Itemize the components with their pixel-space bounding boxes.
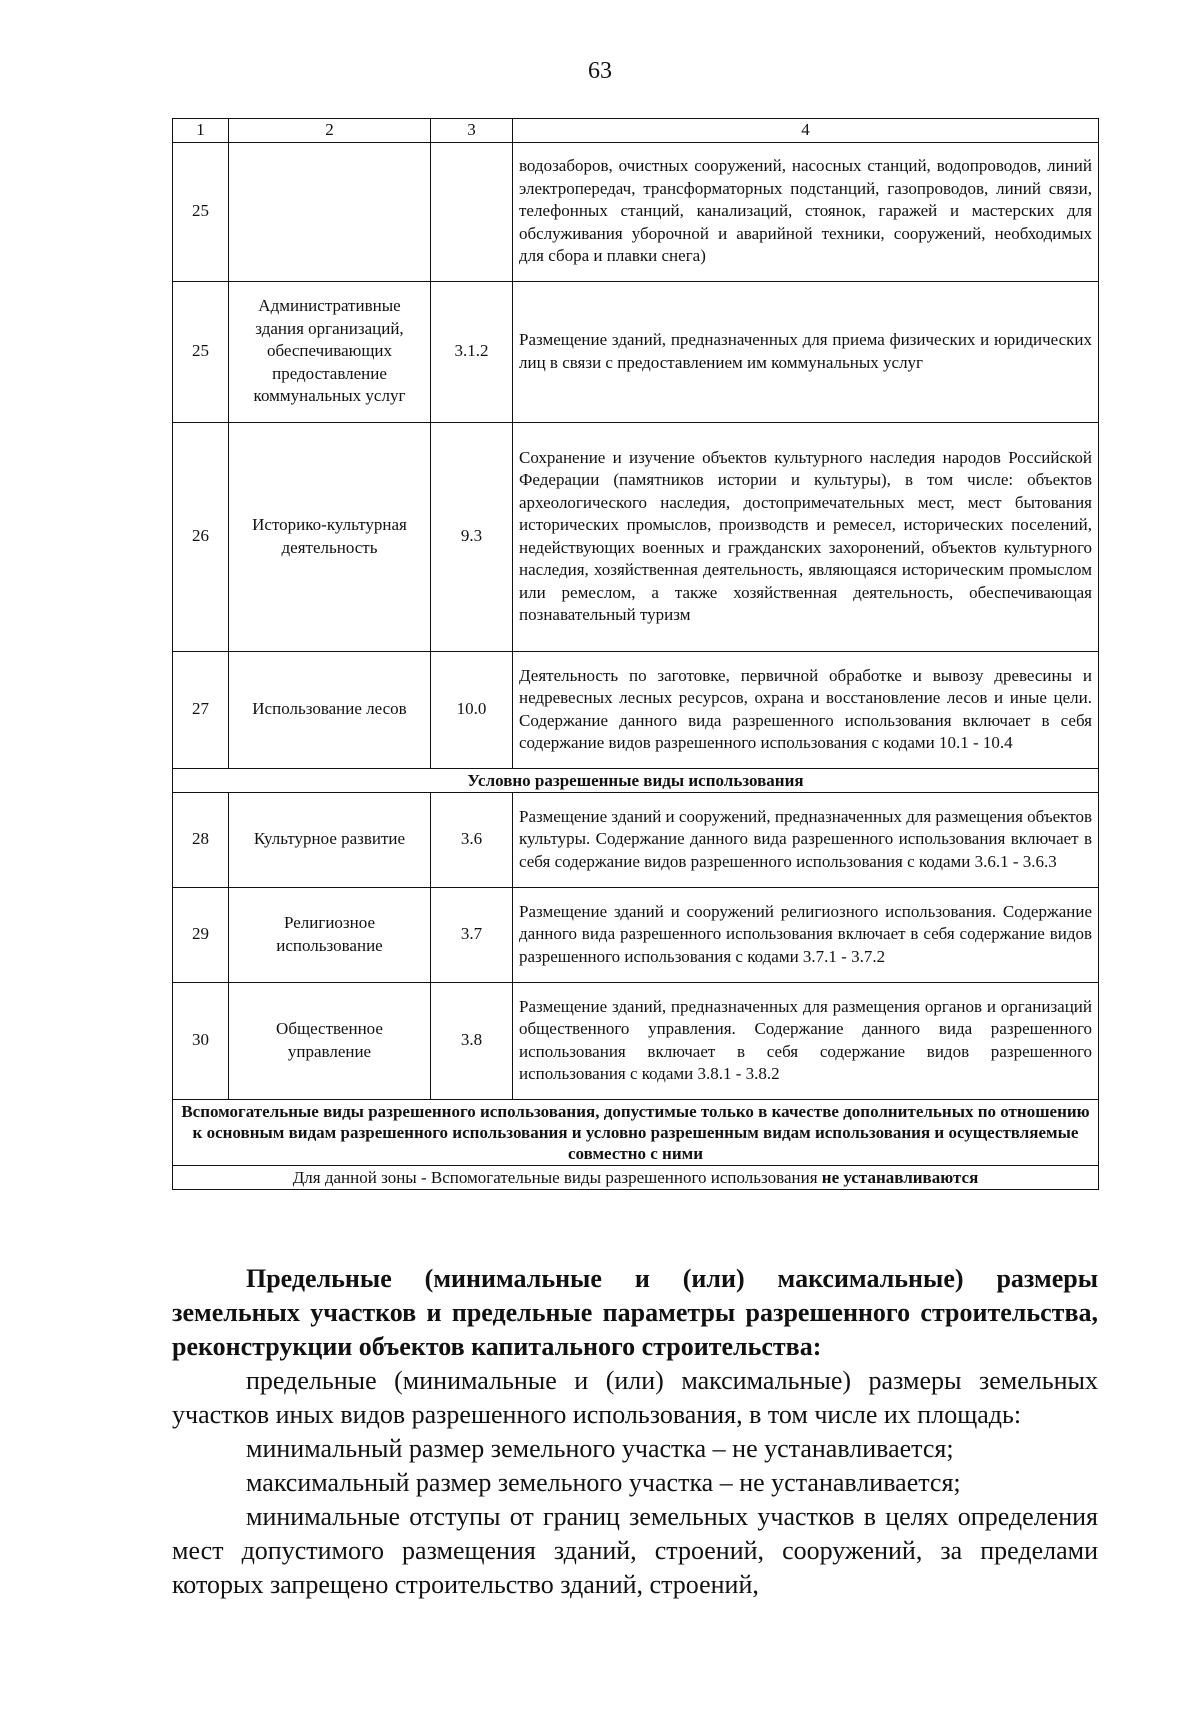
- auxiliary-note-emphasis: не устанавливаются: [821, 1167, 979, 1187]
- auxiliary-note-row: [173, 1165, 1099, 1189]
- row-description: Размещение зданий, предназначенных для размещения органов и организаций общественного управления. Содержание данного вида разрешенного использования включает в себя содержание видов разрешенного использования с кодами 3.8.1 - 3.8.2: [513, 982, 1099, 1099]
- row-name: [229, 142, 431, 281]
- row-description: Размещение зданий, предназначенных для приема физических и юридических лиц в связи с предоставлением им коммунальных услуг: [513, 281, 1099, 422]
- row-description: Деятельность по заготовке, первичной обработке и вывозу древесины и недревесных лесных ресурсов, охрана и восстановление лесов и иные цели. Содержание данного вида разрешенного использования включает в себя содержание видов разрешенного использования с кодами 10.1 - 10.4: [513, 651, 1099, 768]
- row-number: 28: [173, 792, 229, 887]
- row-name: Использование лесов: [229, 651, 431, 768]
- row-code: 3.8: [431, 982, 513, 1099]
- header-col-4: 4: [513, 119, 1099, 143]
- header-col-2: 2: [229, 119, 431, 143]
- page-number: 63: [588, 58, 612, 84]
- header-col-3: 3: [431, 119, 513, 143]
- section-row-conditional: [173, 768, 1099, 792]
- table-row-26: [173, 422, 1099, 651]
- row-description: Размещение зданий и сооружений религиозного использования. Содержание данного вида разрешенного использования включает в себя содержание видов разрешенного использования с кодами 3.7.1 - 3.7.2: [513, 887, 1099, 982]
- row-number: 25: [173, 142, 229, 281]
- row-name: Общественное управление: [229, 982, 431, 1099]
- paragraph: минимальный размер земельного участка – не устанавливается;: [246, 1434, 954, 1463]
- table-row-30: [173, 982, 1099, 1099]
- row-number: 25: [173, 281, 229, 422]
- auxiliary-note-text: Для данной зоны - Вспомогательные виды разрешенного использования: [292, 1167, 822, 1187]
- auxiliary-note: [173, 1165, 1099, 1189]
- paragraph: предельные (минимальные и (или) максимальные) размеры земельных участков иных видов разрешенного использования, в том числе их площадь:: [172, 1366, 1098, 1429]
- row-code: 9.3: [431, 422, 513, 651]
- paragraph: максимальный размер земельного участка – не устанавливается;: [246, 1468, 961, 1497]
- row-name: Религиозное использование: [229, 887, 431, 982]
- land-use-table: [172, 118, 1099, 1190]
- table-row-28: [173, 792, 1099, 887]
- row-name: Историко-культурная деятельность: [229, 422, 431, 651]
- row-code: 3.6: [431, 792, 513, 887]
- table-row-29: [173, 887, 1099, 982]
- header-col-1: 1: [173, 119, 229, 143]
- section-heading: Предельные (минимальные и (или) максимальные) размеры земельных участков и предельные параметры разрешенного строительства, реконструкции объектов капитального строительства:: [172, 1264, 1098, 1361]
- row-number: 27: [173, 651, 229, 768]
- row-name: Административные здания организаций, обеспечивающих предоставление коммунальных услуг: [229, 281, 431, 422]
- row-number: 30: [173, 982, 229, 1099]
- table-header-row: [173, 119, 1099, 143]
- row-description: Сохранение и изучение объектов культурного наследия народов Российской Федерации (памятников истории и культуры), в том числе: объектов археологического наследия, достопримечательных мест, мест бытования исторических промыслов, производств и ремесел, исторических поселений, недействующих военных и гражданских захоронений, объектов культурного наследия, хозяйственная деятельность, являющаяся историческим промыслом или ремеслом, а также хозяйственная деятельность, обеспечивающая познавательный туризм: [513, 422, 1099, 651]
- table-row-27: [173, 651, 1099, 768]
- body-text: [172, 1262, 1098, 1602]
- row-code: 10.0: [431, 651, 513, 768]
- row-description: Размещение зданий и сооружений, предназначенных для размещения объектов культуры. Содержание данного вида разрешенного использования включает в себя содержание видов разрешенного использования с кодами 3.6.1 - 3.6.3: [513, 792, 1099, 887]
- table-row-25: [173, 281, 1099, 422]
- paragraph: минимальные отступы от границ земельных участков в целях определения мест допустимого размещения зданий, строений, сооружений, за пределами которых запрещено строительство зданий, строений,: [172, 1502, 1098, 1599]
- section-title-auxiliary: Вспомогательные виды разрешенного использования, допустимые только в качестве дополнительных по отношению к основным видам разрешенного использования и условно разрешенным видам использования и осуществляемые совместно с ними: [173, 1099, 1099, 1165]
- section-title-conditional: Условно разрешенные виды использования: [173, 768, 1099, 792]
- row-code: 3.7: [431, 887, 513, 982]
- section-row-auxiliary: [173, 1099, 1099, 1165]
- row-description: водозаборов, очистных сооружений, насосных станций, водопроводов, линий электропередач, трансформаторных подстанций, газопроводов, линий связи, телефонных станций, канализаций, стоянок, гаражей и мастерских для обслуживания уборочной и аварийной техники, сооружений, необходимых для сбора и плавки снега): [513, 142, 1099, 281]
- row-number: 29: [173, 887, 229, 982]
- row-name: Культурное развитие: [229, 792, 431, 887]
- row-code: 3.1.2: [431, 281, 513, 422]
- row-code: [431, 142, 513, 281]
- table-row-continuation: [173, 142, 1099, 281]
- row-number: 26: [173, 422, 229, 651]
